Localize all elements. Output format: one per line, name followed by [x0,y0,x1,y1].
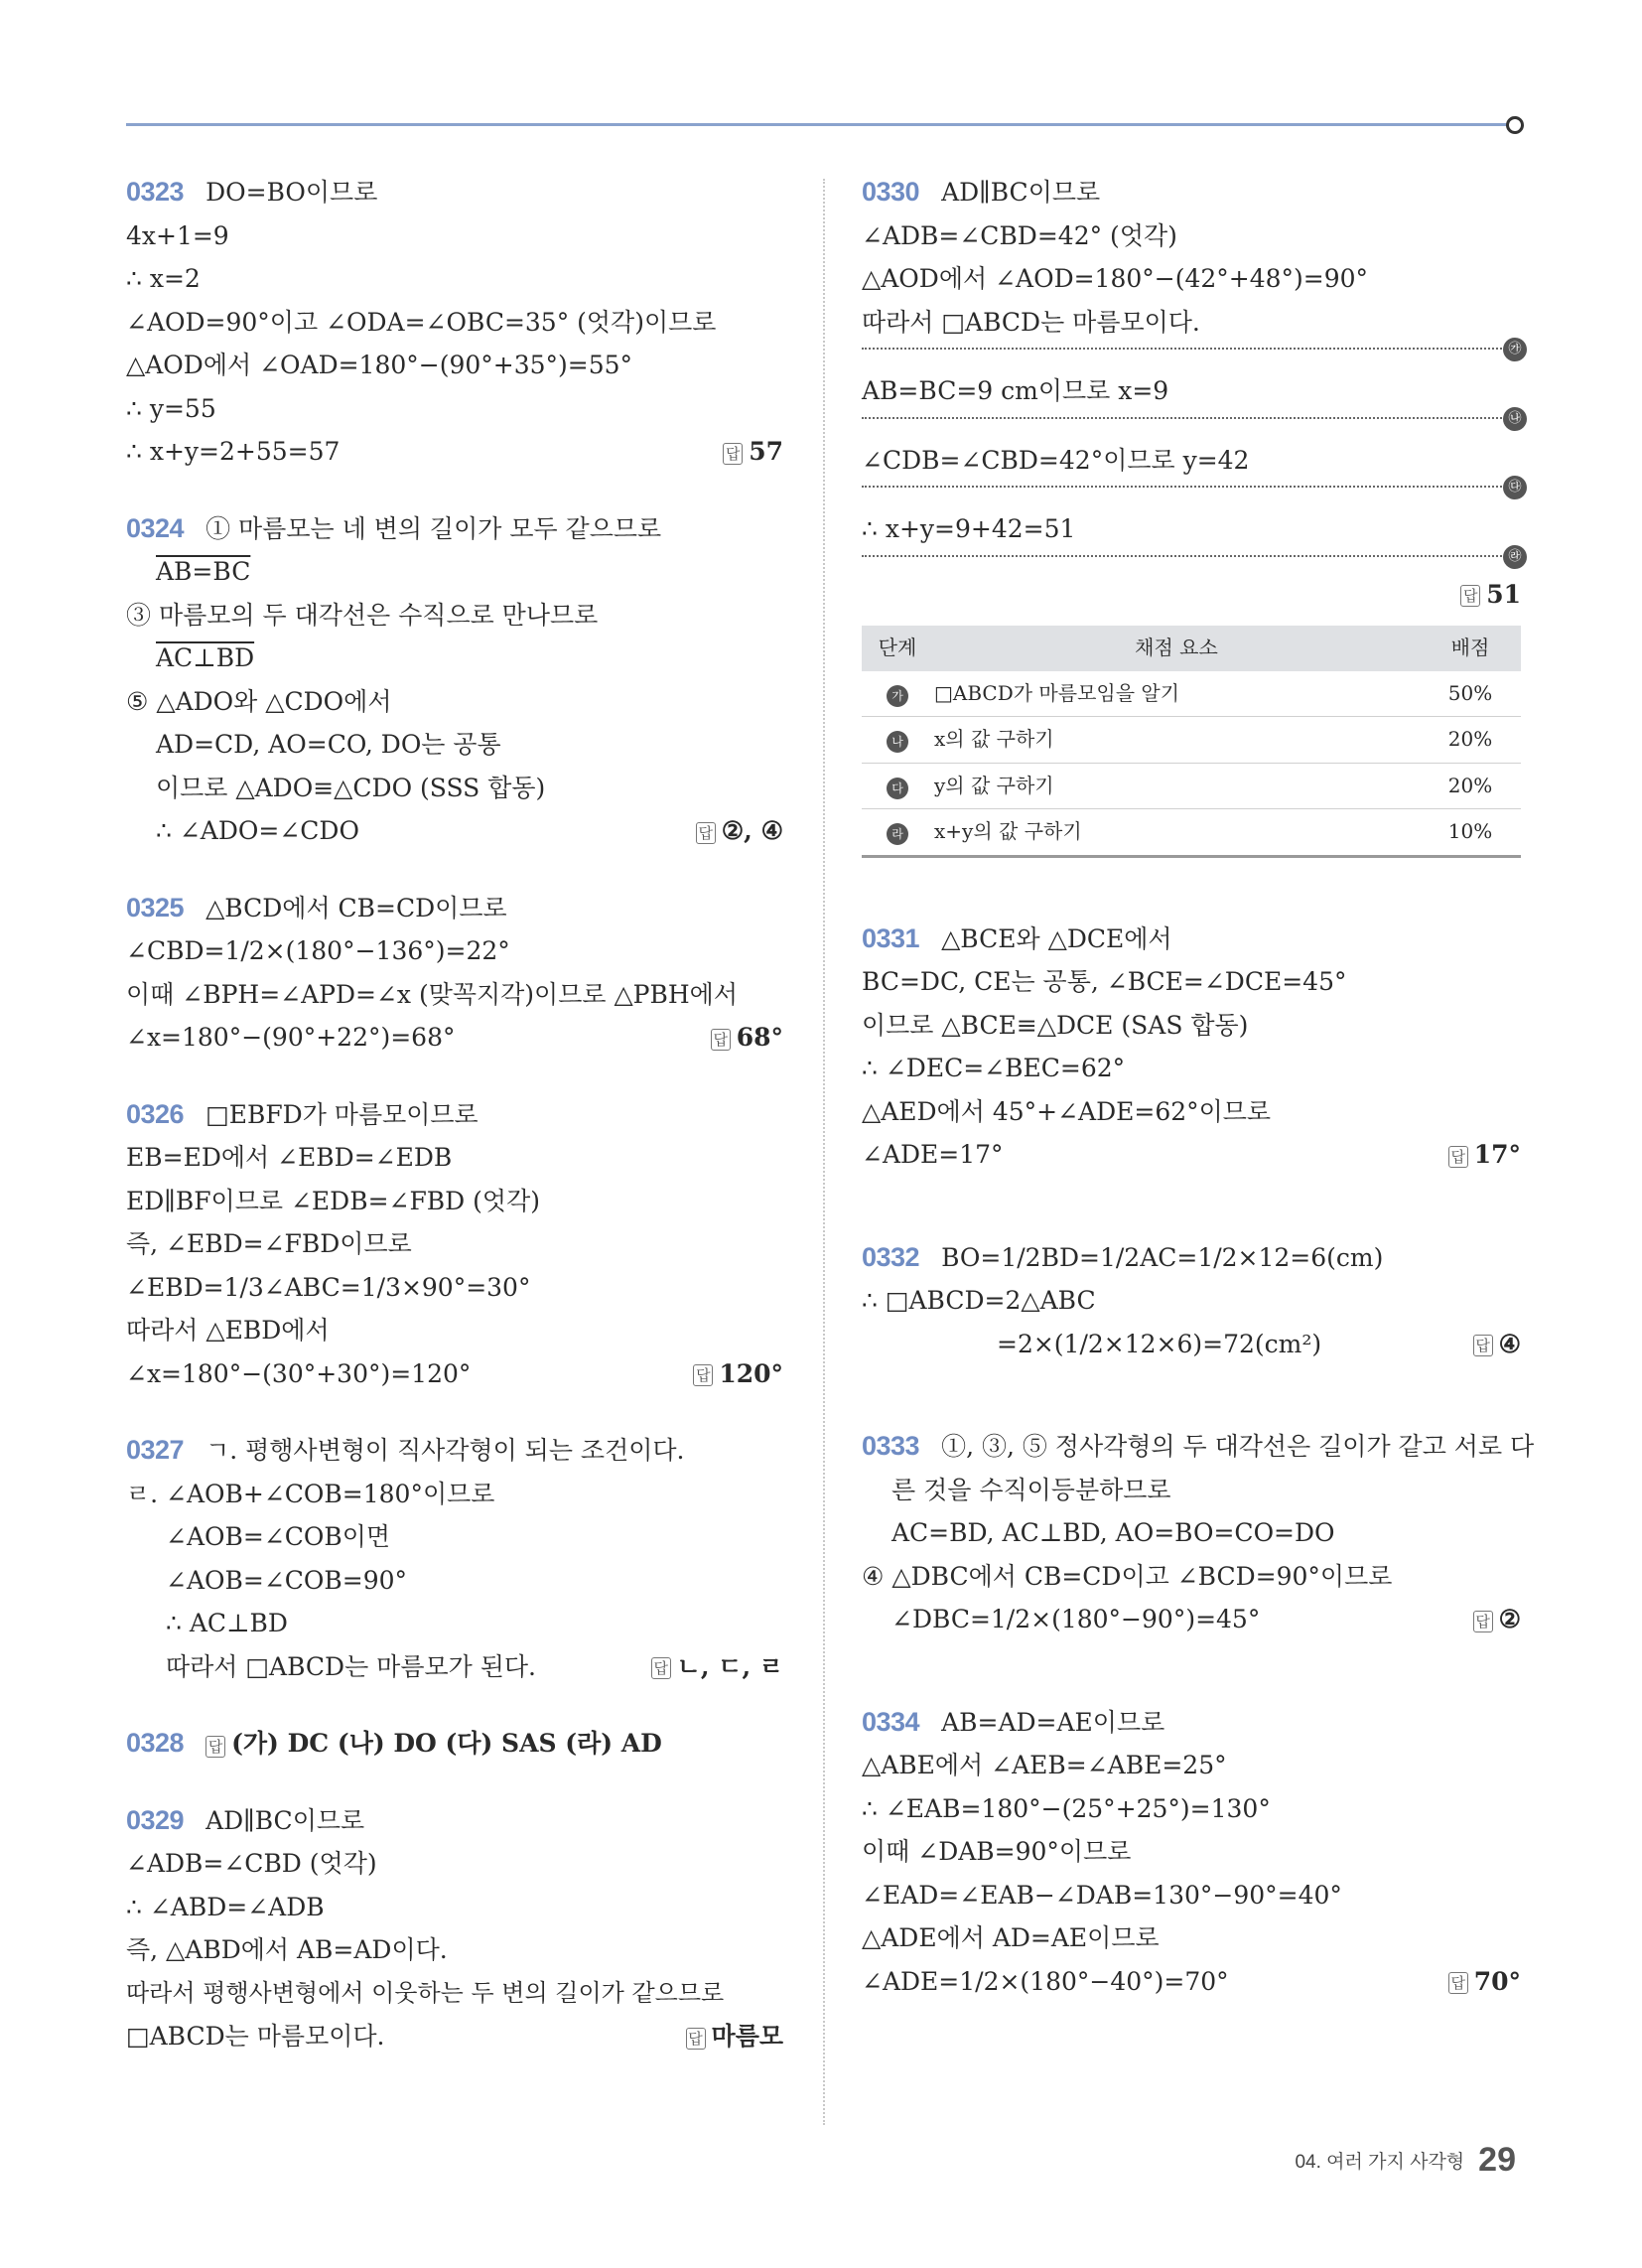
chapter-label: 04. 여러 가지 사각형 [1295,2152,1465,2173]
step-marker-icon: ㉯ [1503,407,1527,431]
problem-0327 [126,1429,783,1688]
scoring-table [862,626,1521,858]
answer-value: ② [1498,1605,1521,1633]
table-row [862,809,1521,857]
problem-0333 [862,1425,1535,1641]
solution-line: AC=BD, AC⊥BD, AO=BO=CO=DO [891,1518,1335,1547]
step-marker-icon: 가 [887,685,908,707]
answer-value: ②, ④ [721,816,783,845]
solution-line: EB=ED에서 ∠EBD=∠EDB [126,1143,453,1172]
step-separator [862,548,1522,564]
answer-value: 68° [736,1023,783,1052]
table-cell: 50% [1420,671,1521,717]
solution-line: AC⊥BD [156,643,255,672]
solution-line: △ADE에서 AD=AE이므로 [862,1923,1160,1952]
answer-value: (가) DC (나) DO (다) SAS (라) AD [231,1729,662,1758]
solution-line: ∠EBD=1/3∠ABC=1/3×90°=30° [126,1272,531,1302]
solution-line: =2×(1/2×12×6)=72(cm²) [997,1329,1322,1358]
solution-line: ∴ ∠ADO=∠CDO [156,816,359,845]
table-row [862,717,1521,764]
table-cell: y의 값 구하기 [933,763,1420,809]
solution-line: AD∥BC이므로 [941,178,1101,207]
problem-number: 0327 [126,1435,185,1465]
problem-number: 0330 [862,177,920,207]
answer [651,1645,783,1689]
table-cell: 20% [1420,717,1521,764]
answer-mark-icon: 답 [696,822,716,844]
solution-line: ㄹ. ∠AOB+∠COB=180°이므로 [126,1479,495,1508]
step-marker-icon: 다 [887,778,908,799]
solution-line: 4x+1=9 [126,220,229,250]
solution-line: 이므로 △BCE≡△DCE (SAS 합동) [862,1010,1249,1040]
problem-0323 [126,171,783,474]
solution-line: ∴ x+y=2+55=57 [126,437,341,466]
solution-line: ④ △DBC에서 CB=CD이고 ∠BCD=90°이므로 [862,1561,1393,1591]
solution-line: 따라서 평행사변형에서 이웃하는 두 변의 길이가 같으므로 [126,1978,725,2007]
problem-0328 [126,1722,783,1766]
solution-line: ∠AOD=90°이고 ∠ODA=∠OBC=35° (엇각)이므로 [126,307,717,337]
answer [1473,1598,1521,1641]
answer [693,1352,783,1396]
table-header: 배점 [1450,636,1490,659]
table-cell: 20% [1420,763,1521,809]
answer [696,809,783,853]
answer-mark-icon: 답 [1473,1335,1493,1356]
table-cell: 10% [1420,809,1521,857]
table-cell: x의 값 구하기 [933,717,1420,764]
solution-line: ∠CDB=∠CBD=42°이므로 y=42 [862,445,1250,475]
answer-mark-icon: 답 [651,1657,671,1679]
solution-line: △ABE에서 ∠AEB=∠ABE=25° [862,1751,1227,1779]
answer [1460,573,1521,617]
answer [1448,1960,1521,2004]
solution-line: ED∥BF이므로 ∠EDB=∠FBD (엇각) [126,1186,540,1215]
answer-value: 마름모 [711,2022,783,2051]
solution-line: △AED에서 45°+∠ADE=62°이므로 [862,1096,1272,1126]
solution-line: ∠AOB=∠COB이면 [166,1522,391,1551]
solution-line: 이때 ∠BPH=∠APD=∠x (맞꼭지각)이므로 △PBH에서 [126,979,738,1009]
solution-line: △BCE와 △DCE에서 [941,923,1172,953]
solution-line: ∠ADE=1/2×(180°−40°)=70° [862,1966,1229,1996]
table-cell: □ABCD가 마름모임을 알기 [933,671,1420,717]
solution-line: BO=1/2BD=1/2AC=1/2×12=6(cm) [941,1242,1384,1272]
page-number: 29 [1478,2141,1516,2179]
solution-line: AB=BC [156,557,251,586]
solution-line: 즉, △ABD에서 AB=AD이다. [126,1935,448,1964]
right-column [862,171,1535,2037]
problem-0324 [126,507,783,853]
solution-line: ∴ y=55 [126,393,216,423]
answer [711,1016,783,1060]
solution-line: 따라서 □ABCD는 마름모가 된다. [166,1651,536,1681]
solution-line: △BCD에서 CB=CD이므로 [205,893,507,922]
problem-number: 0332 [862,1241,920,1272]
solution-line: ∠EAD=∠EAB−∠DAB=130°−90°=40° [862,1880,1342,1910]
step-marker-icon: ㉮ [1503,338,1527,361]
solution-line: ∴ □ABCD=2△ABC [862,1286,1096,1315]
table-header: 단계 [878,636,917,659]
solution-line: ③ 마름모의 두 대각선은 수직으로 만나므로 [126,600,599,630]
solution-line: DO=BO이므로 [205,178,378,207]
answer-mark-icon: 답 [723,443,743,465]
solution-line: ∠x=180°−(90°+22°)=68° [126,1023,456,1052]
solution-line: ∠x=180°−(30°+30°)=120° [126,1358,472,1388]
header-rule-end-dot [1506,116,1524,134]
solution-line: △AOD에서 ∠AOD=180°−(42°+48°)=90° [862,264,1369,293]
solution-line: ∠ADB=∠CBD=42° (엇각) [862,220,1177,250]
step-marker-icon: ㉱ [1503,545,1527,569]
solution-line: ∴ ∠DEC=∠BEC=62° [862,1054,1126,1082]
problem-0330 [862,171,1521,858]
problem-number: 0326 [126,1098,185,1129]
table-cell: x+y의 값 구하기 [933,809,1420,857]
problem-number: 0329 [126,1804,185,1835]
problem-0331 [862,918,1521,1177]
step-marker-icon: 라 [887,823,908,845]
solution-line: AB=AD=AE이므로 [941,1707,1165,1737]
answer-value: 120° [719,1358,783,1388]
problem-number: 0325 [126,892,185,922]
solution-line: ∠CBD=1/2×(180°−136°)=22° [126,936,510,965]
solution-line: ㄱ. 평행사변형이 직사각형이 되는 조건이다. [205,1436,685,1465]
solution-line: BC=DC, CE는 공통, ∠BCE=∠DCE=45° [862,967,1347,996]
solution-line: ∠AOB=∠COB=90° [166,1565,408,1595]
answer-mark-icon: 답 [1448,1146,1468,1168]
problem-0325 [126,887,783,1060]
solution-line: 이므로 △ADO≡△CDO (SSS 합동) [156,773,546,802]
table-row [862,671,1521,717]
answer-mark-icon: 답 [1448,1972,1468,1994]
column-divider [823,179,825,2125]
solution-line: □ABCD는 마름모이다. [126,2022,385,2051]
solution-line: 따라서 △EBD에서 [126,1316,330,1345]
solution-line: ∴ AC⊥BD [166,1609,288,1637]
table-row [862,763,1521,809]
problem-0326 [126,1093,783,1396]
solution-line: □EBFD가 마름모이므로 [205,1099,479,1129]
problem-number: 0328 [126,1728,185,1758]
step-marker-icon: ㉰ [1503,476,1527,499]
problem-0332 [862,1236,1521,1366]
solution-line: ⑤ △ADO와 △CDO에서 [126,686,392,716]
problem-number: 0334 [862,1706,920,1737]
solution-line: AB=BC=9 cm이므로 x=9 [862,376,1169,405]
solution-line: AD=CD, AO=CO, DO는 공통 [156,730,501,759]
header-rule [126,123,1514,126]
problem-number: 0333 [862,1431,920,1461]
answer-mark-icon: 답 [1473,1611,1493,1632]
step-separator [862,410,1522,426]
solution-line: ∴ ∠EAB=180°−(25°+25°)=130° [862,1793,1271,1823]
answer-value: ④ [1498,1329,1521,1358]
answer-value: 17° [1473,1140,1521,1169]
answer [1473,1323,1521,1366]
answer [686,2015,783,2058]
answer-value: ㄴ, ㄷ, ㄹ [676,1651,783,1681]
table-header: 채점 요소 [1135,636,1218,659]
answer-value: 57 [749,437,783,466]
solution-line: ∠ADE=17° [862,1140,1004,1169]
answer-value: 70° [1473,1966,1521,1996]
answer-mark-icon: 답 [693,1364,713,1386]
problem-number: 0323 [126,177,185,207]
solution-line: △AOD에서 ∠OAD=180°−(90°+35°)=55° [126,351,633,379]
solution-line: 따라서 □ABCD는 마름모이다. [862,307,1200,337]
solution-line: ∠DBC=1/2×(180°−90°)=45° [891,1605,1261,1633]
answer-mark-icon: 답 [1460,585,1480,607]
solution-line: ①, ③, ⑤ 정사각형의 두 대각선은 길이가 같고 서로 다 [941,1432,1535,1461]
solution-line: ① 마름모는 네 변의 길이가 모두 같으므로 [205,513,662,543]
answer-mark-icon: 답 [711,1029,731,1051]
page-footer [1295,2141,1516,2180]
step-separator [862,480,1522,495]
left-column [126,171,783,2092]
solution-line: ∴ x+y=9+42=51 [862,514,1076,543]
solution-line: 이때 ∠DAB=90°이므로 [862,1837,1132,1866]
solution-line: AD∥BC이므로 [205,1805,365,1835]
solution-line: ∴ x=2 [126,264,201,293]
solution-line: 른 것을 수직이등분하므로 [891,1475,1171,1504]
step-separator [862,342,1522,356]
solution-line: ∴ ∠ABD=∠ADB [126,1892,325,1921]
answer-mark-icon: 답 [205,1736,225,1758]
answer-value: 51 [1486,579,1521,609]
problem-0329 [126,1799,783,2058]
answer [723,430,783,474]
solution-line: 즉, ∠EBD=∠FBD이므로 [126,1229,412,1258]
problem-number: 0324 [126,512,185,543]
answer-mark-icon: 답 [686,2028,706,2050]
answer [1448,1133,1521,1177]
problem-0334 [862,1701,1521,2004]
step-marker-icon: 나 [887,731,908,753]
solution-line: ∠ADB=∠CBD (엇각) [126,1849,377,1878]
problem-number: 0331 [862,922,920,953]
